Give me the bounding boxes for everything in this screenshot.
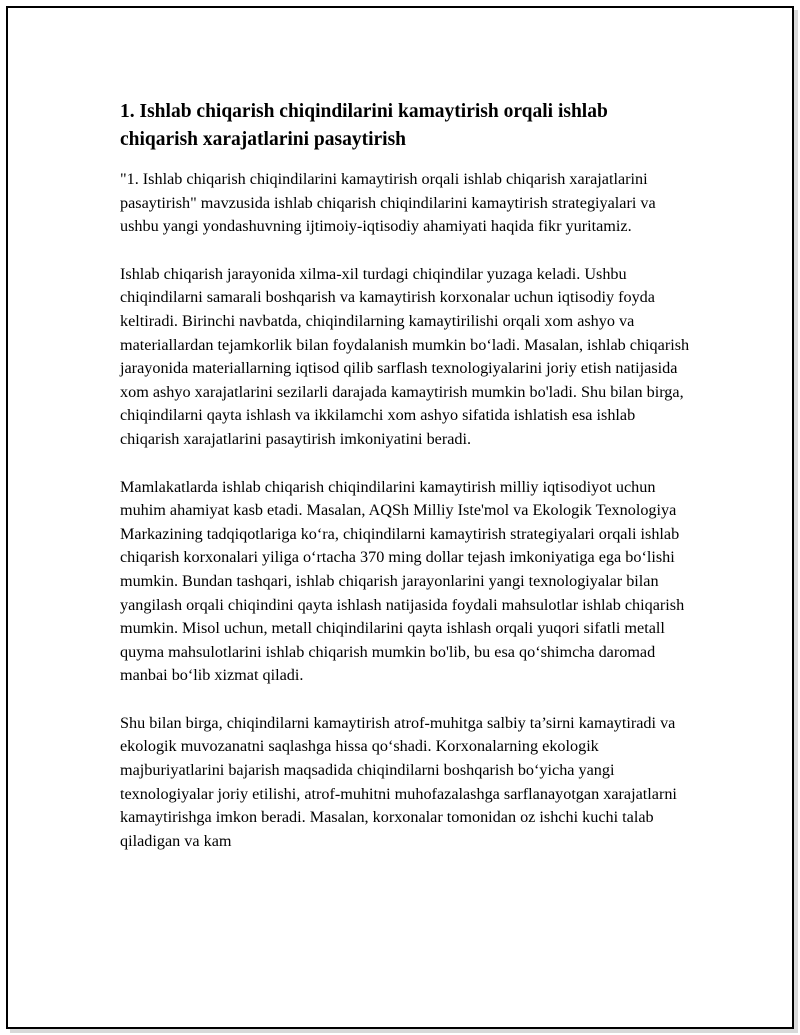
paragraph-environment: Shu bilan birga, chiqindilarni kamaytirish atrof-muhitga salbiy ta’sirni kamaytiradi va ekologik muvozanatni saqlashga hissa qo‘shadi. Korxonalarning ekologik majburiyatlarini bajarish maqsadida chiqindilarni boshqarish bo‘yicha yangi texnologiyalar joriy etilishi, atrof-muhitni muhofazalashga sarflanayotgan xarajatlarni kamaytirishga imkon beradi. Masalan, korxonalar tomonidan oz ishchi kuchi talab qiladigan va kam: [120, 713, 677, 850]
paragraph-production-waste: Ishlab chiqarish jarayonida xilma-xil turdagi chiqindilar yuzaga keladi. Ushbu chiqindilarni samarali boshqarish va kamaytirish korxonalar uchun iqtisodiy foyda keltiradi. Birinchi navbatda, chiqindilarning kamaytirilishi orqali xom ashyo va materiallardan tejamkorlik bilan foydalanish mumkin bo‘ladi. Masalan, ishlab chiqarish jarayonida materiallarning iqtisod qilib sarflash texnologiyalarini joriy etish natijasida xom ashyo xarajatlarini sezilarli darajada kamaytirish mumkin bo'ladi. Shu bilan birga, chiqindilarni qayta ishlash va ikkilamchi xom ashyo sifatida ishlatish esa ishlab chiqarish xarajatlarini pasaytirish imkoniyatini beradi.: [120, 264, 690, 448]
paragraph-national-economy: Mamlakatlarda ishlab chiqarish chiqindilarini kamaytirish milliy iqtisodiyot uchun muhim ahamiyat kasb etadi. Masalan, AQSh Milliy Iste'mol va Ekologik Texnologiya Markazining tadqiqotlariga ko‘ra, chiqindilarni kamaytirish strategiyalari orqali ishlab chiqarish korxonalari yiliga o‘rtacha 370 ming dollar tejash imkoniyatiga ega bo‘lishi mumkin. Bundan tashqari, ishlab chiqarish jarayonlarini yangi texnologiyalar bilan yangilash orqali chiqindini qayta ishlash natijasida foydali mahsulotlar ishlab chiqarish mumkin. Misol uchun, metall chiqindilarini qayta ishlash orqali yuqori sifatli metall quyma mahsulotlarini ishlab chiqarish mumkin bo'lib, bu esa qo‘shimcha daromad manbai bo‘lib xizmat qiladi.: [120, 477, 685, 685]
section-heading: 1. Ishlab chiqarish chiqindilarini kamaytirish orqali ishlab chiqarish xarajatlarini pasaytirish: [120, 101, 608, 150]
document-body: [120, 98, 690, 877]
paragraph-intro: "1. Ishlab chiqarish chiqindilarini kamaytirish orqali ishlab chiqarish xarajatlarini pasaytirish" mavzusida ishlab chiqarish chiqindilarini kamaytirish strategiyalari va ushbu yangi yondashuvning ijtimoiy-iqtisodiy ahamiyati haqida fikr yuritamiz.: [120, 170, 656, 236]
document-page: [6, 6, 794, 1029]
